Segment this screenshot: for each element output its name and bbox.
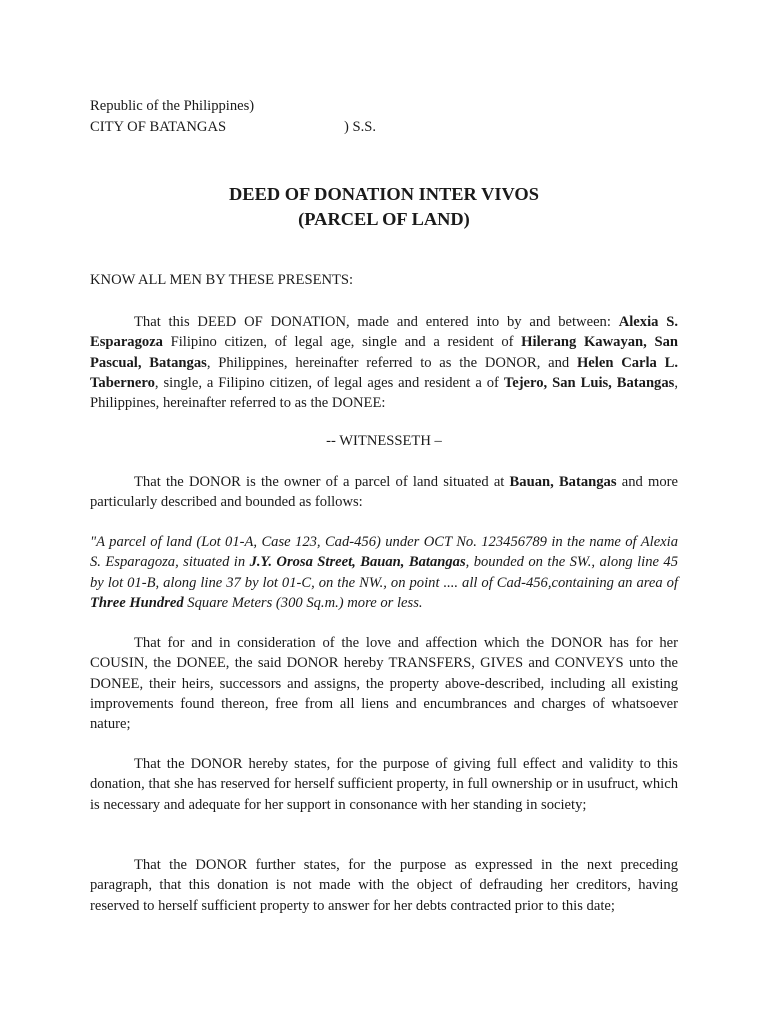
document-subtitle: (PARCEL OF LAND) [298,209,470,229]
land-street: J.Y. Orosa Street, Bauan, Batangas [249,554,466,571]
land-description-paragraph [90,532,678,613]
donee-name: Helen Carla L. Tabernero [90,354,678,391]
venue-ss: ) S.S. [344,119,377,135]
parties-text-4: , single, a Filipino citizen, of legal ages and resident a of [154,374,504,391]
creditors-paragraph: That the DONOR further states, for the purpose as expressed in the next preceding paragraph, that this donation is not made with the object of defrauding her creditors, having reserved to herself sufficient property to answer for her debts contracted prior to this date; [90,857,678,914]
intro-line: KNOW ALL MEN BY THESE PRESENTS: [90,272,354,288]
parties-text-3: , Philippines, hereinafter referred to as the DONOR, and [206,354,577,371]
donor-address: Hilerang Kawayan, San Pascual, Batangas [90,334,678,371]
land-location: Bauan, Batangas [509,474,617,490]
document-title: DEED OF DONATION INTER VIVOS [229,184,539,204]
venue-city: CITY OF BATANGAS [90,119,227,135]
parties-text-5: , Philippines, hereinafter referred to as the DONEE: [90,374,678,412]
land-description-text-3: Square Meters (300 Sq.m.) more or less. [183,594,423,611]
ownership-text-2: and more particularly described and bounded as follows: [90,474,678,511]
land-area: Three Hundred [90,594,184,611]
ownership-paragraph [90,472,678,513]
witnesseth-heading: -- WITNESSETH – [326,433,442,449]
land-description-text-1: "A parcel of land (Lot 01-A, Case 123, Cad-456) under OCT No. 123456789 in the name of Alexia S. Esparagoza, situated in [90,534,678,571]
venue-block [90,96,377,138]
parties-text-2: Filipino citizen, of legal age, single and a resident of [162,334,522,351]
ownership-text-1: That the DONOR is the owner of a parcel of land situated at [134,474,510,490]
parties-text-1: That this DEED OF DONATION, made and entered into by and between: [134,314,619,330]
land-description-text-2: , bounded on the SW., along line 45 by lot 01-B, along line 37 by lot 01-C, on the NW., on point .... all of Cad-456,containing an area of [90,554,679,591]
donee-address: Tejero, San Luis, Batangas [503,374,675,391]
donor-name: Alexia S. Esparagoza [90,314,678,351]
venue-republic: Republic of the Philippines) [90,98,255,114]
venue-city-row [90,117,377,138]
reservation-paragraph: That the DONOR hereby states, for the purpose of giving full effect and validity to this donation, that she has reserved for herself sufficient property, in full ownership or in usufruct, which is necessary and adequate for her support in consonance with her standing in society; [90,756,678,813]
consideration-paragraph: That for and in consideration of the love and affection which the DONOR has for her COUSIN, the DONEE, the said DONOR hereby TRANSFERS, GIVES and CONVEYS unto the DONEE, their heirs, successors and assigns, the property above-described, including all existing improvements found thereon, free from all liens and encumbrances and charges of whatsoever nature; [90,635,678,733]
parties-paragraph [90,312,678,413]
